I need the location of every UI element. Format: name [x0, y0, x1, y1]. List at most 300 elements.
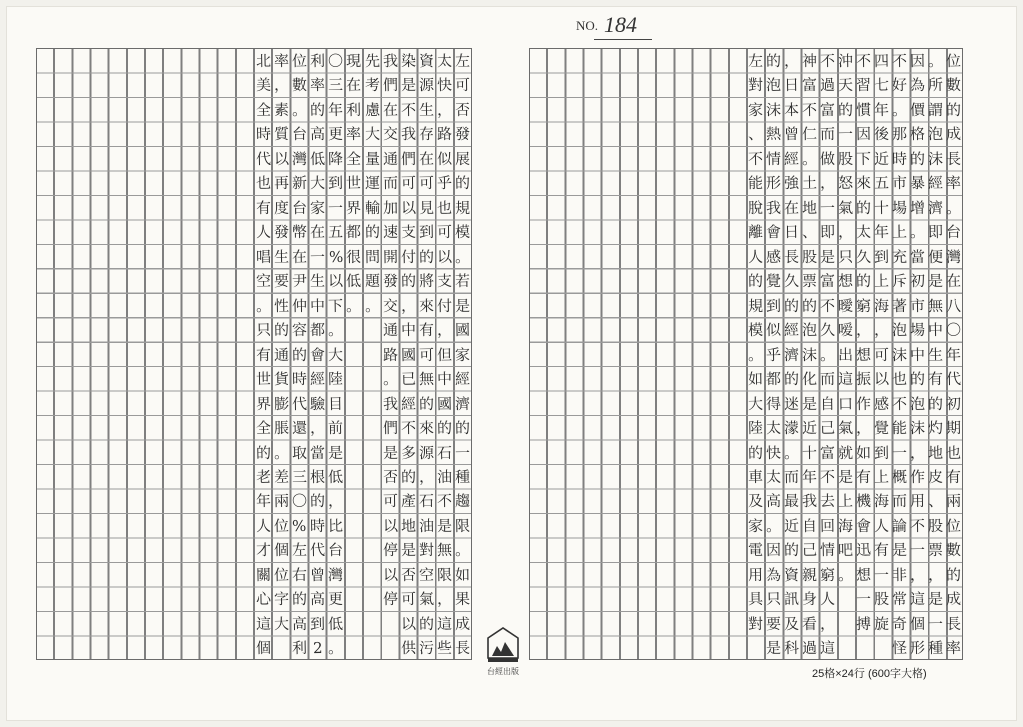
- manuscript-char: 有: [873, 541, 890, 560]
- manuscript-char: 的: [946, 565, 962, 584]
- manuscript-char: 我: [400, 125, 417, 144]
- right-columns: [529, 48, 963, 660]
- manuscript-char: 時: [892, 149, 908, 169]
- left-empty-column: [218, 48, 236, 661]
- manuscript-char: 台: [946, 223, 962, 242]
- left-columns: [36, 48, 472, 660]
- manuscript-char: 我: [382, 394, 398, 413]
- manuscript-char: ，: [309, 418, 326, 438]
- manuscript-char: 源: [418, 76, 435, 95]
- manuscript-char: 上: [837, 492, 854, 511]
- right-empty-column: [583, 48, 601, 661]
- manuscript-char: 要: [273, 272, 290, 291]
- manuscript-char: 。: [747, 345, 763, 364]
- manuscript-char: 曾: [783, 125, 799, 144]
- manuscript-char: 有: [255, 198, 271, 217]
- manuscript-char: 習: [855, 76, 872, 95]
- left-empty-column: [182, 48, 200, 661]
- manuscript-char: 灣: [946, 247, 962, 266]
- manuscript-char: 股: [873, 590, 890, 609]
- manuscript-char: 果: [455, 590, 471, 609]
- manuscript-char: 泡: [801, 321, 817, 340]
- manuscript-char: 本: [783, 100, 799, 120]
- manuscript-char: 低: [328, 467, 344, 487]
- manuscript-char: 高: [309, 590, 326, 609]
- manuscript-char: 也: [946, 443, 962, 462]
- manuscript-char: 仁: [801, 125, 817, 144]
- manuscript-char: 都: [765, 369, 781, 389]
- manuscript-char: 有: [946, 467, 962, 487]
- manuscript-char: 為: [765, 565, 781, 584]
- sheet-number-value: 184: [604, 12, 637, 37]
- right-column: [746, 48, 764, 661]
- manuscript-char: 旋: [873, 614, 890, 633]
- manuscript-char: 也: [437, 198, 453, 217]
- manuscript-char: 交: [382, 296, 398, 315]
- manuscript-char: 否: [455, 100, 471, 120]
- manuscript-char: 路: [382, 345, 398, 364]
- manuscript-char: 己: [801, 541, 817, 560]
- manuscript-char: 見: [418, 198, 435, 217]
- left-column: [454, 48, 472, 661]
- manuscript-char: 開: [382, 247, 398, 266]
- manuscript-char: 情: [765, 149, 781, 169]
- manuscript-char: 。: [273, 443, 290, 462]
- manuscript-char: 及: [747, 492, 763, 511]
- manuscript-char: 強: [783, 174, 799, 193]
- manuscript-char: 不: [437, 492, 453, 511]
- manuscript-char: 想: [855, 345, 872, 364]
- manuscript-char: 的: [291, 345, 308, 364]
- manuscript-char: 能: [892, 418, 908, 438]
- manuscript-char: 發: [455, 125, 471, 144]
- manuscript-char: 個: [255, 639, 271, 658]
- manuscript-char: 產: [400, 492, 417, 511]
- manuscript-char: 可: [873, 345, 890, 364]
- manuscript-char: 是: [400, 541, 417, 560]
- right-column: [945, 48, 963, 661]
- manuscript-char: 的: [910, 369, 926, 389]
- left-manuscript-page: [36, 48, 472, 660]
- manuscript-char: 率: [309, 76, 326, 95]
- manuscript-char: 親: [801, 565, 817, 584]
- right-column: [800, 48, 818, 661]
- left-column: [363, 48, 381, 661]
- manuscript-char: 經: [400, 394, 417, 413]
- manuscript-char: 有: [418, 321, 435, 340]
- manuscript-char: 場: [910, 321, 926, 340]
- manuscript-char: 度: [273, 198, 290, 217]
- manuscript-char: 過: [801, 639, 817, 658]
- manuscript-char: 是: [928, 272, 944, 291]
- manuscript-char: 也: [892, 369, 908, 389]
- manuscript-char: 熱: [765, 125, 781, 144]
- manuscript-char: 個: [910, 614, 926, 633]
- manuscript-char: 太: [765, 418, 781, 438]
- manuscript-char: 灼: [928, 418, 944, 438]
- manuscript-char: 下: [855, 149, 872, 169]
- manuscript-char: 便: [928, 247, 944, 266]
- manuscript-char: 率: [273, 51, 290, 71]
- manuscript-char: 泡: [892, 321, 908, 340]
- manuscript-char: 個: [273, 541, 290, 560]
- manuscript-char: 快: [437, 76, 453, 95]
- manuscript-char: 是: [400, 76, 417, 95]
- manuscript-char: 位: [946, 51, 962, 71]
- manuscript-char: 左: [747, 51, 763, 71]
- manuscript-char: 更: [328, 125, 344, 144]
- manuscript-char: 付: [400, 247, 417, 266]
- manuscript-char: 不: [892, 51, 908, 71]
- manuscript-char: 素: [273, 100, 290, 120]
- manuscript-char: 如: [455, 565, 471, 584]
- manuscript-char: 所: [928, 76, 944, 95]
- manuscript-char: 率: [946, 639, 962, 658]
- manuscript-char: 展: [455, 149, 471, 169]
- manuscript-char: 是: [837, 467, 854, 487]
- right-manuscript-page: [529, 48, 963, 660]
- manuscript-char: 石: [437, 443, 453, 462]
- manuscript-char: %: [292, 516, 307, 536]
- manuscript-char: 票: [928, 541, 944, 560]
- manuscript-char: 空: [255, 272, 271, 291]
- manuscript-char: 率: [946, 174, 962, 193]
- manuscript-char: 海: [837, 516, 854, 536]
- manuscript-char: 迅: [855, 541, 872, 560]
- manuscript-char: 就: [837, 443, 854, 462]
- manuscript-char: 。: [892, 100, 908, 120]
- manuscript-char: 還: [291, 418, 308, 438]
- manuscript-char: 先: [364, 51, 380, 71]
- manuscript-char: 全: [255, 418, 271, 438]
- manuscript-char: 可: [437, 223, 453, 242]
- manuscript-char: 問: [364, 247, 380, 266]
- manuscript-char: 供: [400, 639, 417, 658]
- manuscript-char: 可: [455, 76, 471, 95]
- manuscript-char: 一: [855, 590, 872, 609]
- manuscript-char: 是: [928, 590, 944, 609]
- manuscript-char: 皮: [928, 467, 944, 487]
- manuscript-sheet: [6, 6, 1017, 721]
- manuscript-char: 市: [892, 174, 908, 193]
- manuscript-char: ，: [910, 565, 926, 584]
- manuscript-char: 容: [291, 321, 308, 340]
- manuscript-char: 非: [892, 565, 908, 584]
- manuscript-char: 斥: [892, 272, 908, 291]
- manuscript-char: 發: [273, 223, 290, 242]
- manuscript-char: 近: [801, 418, 817, 438]
- manuscript-char: 怒: [837, 174, 854, 193]
- left-empty-column: [236, 48, 254, 661]
- manuscript-char: ，: [437, 590, 453, 609]
- manuscript-char: 回: [819, 516, 836, 536]
- manuscript-char: 自: [819, 394, 836, 413]
- manuscript-char: 的: [855, 272, 872, 291]
- manuscript-char: 〇: [328, 51, 344, 71]
- manuscript-char: 近: [783, 516, 799, 536]
- manuscript-char: 好: [892, 76, 908, 95]
- manuscript-char: 脫: [747, 198, 763, 217]
- manuscript-char: 左: [455, 51, 471, 71]
- publisher-logo-icon: [485, 624, 521, 664]
- manuscript-char: 沫: [765, 100, 781, 120]
- manuscript-char: 會: [765, 223, 781, 242]
- manuscript-char: 股: [801, 247, 817, 266]
- manuscript-char: 覺: [765, 272, 781, 291]
- manuscript-char: 左: [291, 541, 308, 560]
- manuscript-char: 的: [400, 272, 417, 291]
- manuscript-char: 窮: [855, 296, 872, 315]
- manuscript-char: 這: [837, 369, 854, 389]
- right-column: [927, 48, 945, 661]
- right-empty-column: [638, 48, 656, 661]
- manuscript-char: 。: [910, 223, 926, 242]
- manuscript-char: 化: [801, 369, 817, 389]
- manuscript-char: 自: [801, 516, 817, 536]
- manuscript-char: 年: [873, 223, 890, 242]
- manuscript-char: 濟: [783, 345, 799, 364]
- manuscript-char: 長: [946, 614, 962, 633]
- manuscript-char: 通: [382, 321, 398, 340]
- manuscript-char: 乎: [437, 174, 453, 193]
- manuscript-char: ，: [328, 492, 344, 511]
- manuscript-char: ，: [819, 614, 836, 633]
- manuscript-char: 充: [892, 247, 908, 266]
- manuscript-char: 吧: [837, 541, 854, 560]
- manuscript-char: 泡: [928, 125, 944, 144]
- manuscript-char: 我: [801, 492, 817, 511]
- manuscript-char: 沫: [910, 418, 926, 438]
- manuscript-char: 位: [946, 516, 962, 536]
- manuscript-char: 車: [747, 467, 763, 487]
- manuscript-char: 。: [819, 345, 836, 364]
- manuscript-char: 上: [892, 223, 908, 242]
- manuscript-char: 全: [346, 149, 362, 169]
- manuscript-char: 題: [364, 272, 380, 291]
- manuscript-char: 都: [346, 223, 362, 242]
- manuscript-char: 到: [873, 443, 890, 462]
- manuscript-char: 人: [873, 516, 890, 536]
- manuscript-char: 的: [455, 418, 471, 438]
- manuscript-char: 有: [928, 369, 944, 389]
- manuscript-char: ，: [783, 51, 799, 71]
- manuscript-char: 、: [928, 492, 944, 511]
- manuscript-char: 海: [873, 492, 890, 511]
- manuscript-char: 經: [309, 369, 326, 389]
- manuscript-char: 中: [910, 345, 926, 364]
- manuscript-char: 成: [946, 590, 962, 609]
- manuscript-char: 不: [892, 394, 908, 413]
- manuscript-char: 概: [892, 467, 908, 487]
- manuscript-char: 不: [819, 51, 836, 71]
- right-column: [836, 48, 854, 661]
- left-empty-column: [91, 48, 109, 661]
- manuscript-char: 嗳: [837, 321, 854, 340]
- manuscript-char: 2: [312, 639, 323, 658]
- manuscript-char: 的: [291, 590, 308, 609]
- manuscript-char: 口: [837, 394, 854, 413]
- right-empty-column: [674, 48, 692, 661]
- manuscript-char: 土: [801, 174, 817, 193]
- manuscript-char: 經: [783, 321, 799, 340]
- manuscript-char: 這: [910, 590, 926, 609]
- manuscript-char: 是: [765, 639, 781, 658]
- manuscript-char: 兩: [273, 492, 290, 511]
- manuscript-char: 家: [309, 198, 326, 217]
- manuscript-char: 到: [873, 247, 890, 266]
- manuscript-char: 種: [928, 639, 944, 658]
- manuscript-char: 的: [747, 443, 763, 462]
- manuscript-char: 通: [382, 149, 398, 169]
- manuscript-char: 在: [783, 198, 799, 217]
- manuscript-char: 即: [928, 223, 944, 242]
- manuscript-char: 的: [783, 296, 799, 315]
- left-column: [418, 48, 436, 661]
- manuscript-char: 的: [801, 296, 817, 315]
- manuscript-char: 。: [455, 247, 471, 266]
- manuscript-char: 增: [910, 198, 926, 217]
- manuscript-char: %: [328, 247, 344, 266]
- manuscript-char: 可: [418, 174, 435, 193]
- right-empty-column: [728, 48, 746, 661]
- manuscript-char: 到: [765, 296, 781, 315]
- manuscript-char: 模: [455, 223, 471, 242]
- manuscript-char: 的: [437, 418, 453, 438]
- manuscript-char: 富: [819, 100, 836, 120]
- manuscript-char: ，: [855, 321, 872, 340]
- manuscript-char: 規: [455, 198, 471, 217]
- manuscript-char: 是: [328, 443, 344, 462]
- manuscript-char: 量: [364, 149, 380, 169]
- manuscript-char: 油: [418, 516, 435, 536]
- manuscript-char: 輸: [364, 198, 380, 217]
- manuscript-char: 只: [765, 590, 781, 609]
- right-empty-column: [601, 48, 619, 661]
- manuscript-char: 這: [437, 614, 453, 633]
- manuscript-char: 一: [928, 614, 944, 633]
- manuscript-char: 要: [765, 614, 781, 633]
- manuscript-char: 。: [765, 516, 781, 536]
- manuscript-char: 限: [455, 516, 471, 536]
- manuscript-char: 北: [255, 51, 271, 71]
- manuscript-char: 以: [873, 369, 890, 389]
- manuscript-char: 兩: [946, 492, 962, 511]
- manuscript-char: 格: [910, 125, 926, 144]
- manuscript-char: 新: [291, 174, 308, 193]
- manuscript-char: 久: [819, 321, 836, 340]
- manuscript-char: 降: [328, 149, 344, 169]
- manuscript-char: 大: [747, 394, 763, 413]
- manuscript-char: 關: [255, 565, 271, 584]
- manuscript-char: 生: [928, 345, 944, 364]
- manuscript-char: 的: [255, 443, 271, 462]
- manuscript-char: 著: [892, 296, 908, 315]
- manuscript-char: 一: [892, 443, 908, 462]
- manuscript-char: 唱: [255, 247, 271, 266]
- manuscript-char: 現: [346, 51, 362, 71]
- manuscript-char: 到: [328, 174, 344, 193]
- manuscript-char: 做: [819, 149, 836, 169]
- manuscript-char: 尹: [291, 272, 308, 291]
- left-empty-column: [36, 48, 54, 661]
- manuscript-char: 暴: [910, 174, 926, 193]
- manuscript-char: 五: [873, 174, 890, 193]
- manuscript-char: 曖: [837, 296, 854, 315]
- manuscript-char: 會: [309, 345, 326, 364]
- manuscript-char: 位: [291, 51, 308, 71]
- manuscript-char: 沫: [928, 149, 944, 169]
- manuscript-char: 是: [819, 247, 836, 266]
- manuscript-char: 。: [837, 565, 854, 584]
- left-column: [436, 48, 454, 661]
- manuscript-char: 人: [747, 247, 763, 266]
- manuscript-char: 一: [309, 247, 326, 266]
- manuscript-char: 出: [837, 345, 854, 364]
- manuscript-char: 想: [837, 272, 854, 291]
- manuscript-char: 年: [328, 100, 344, 120]
- manuscript-char: 富: [801, 76, 817, 95]
- right-column: [855, 48, 873, 661]
- manuscript-char: 氣: [418, 590, 435, 609]
- manuscript-char: 高: [309, 125, 326, 144]
- manuscript-char: 再: [273, 174, 290, 193]
- manuscript-char: 國: [400, 345, 417, 364]
- manuscript-char: 離: [747, 223, 763, 242]
- manuscript-char: 的: [400, 467, 417, 487]
- manuscript-char: 的: [309, 100, 326, 120]
- manuscript-char: 人: [819, 590, 836, 609]
- manuscript-char: 經: [928, 174, 944, 193]
- manuscript-char: 怪: [892, 639, 908, 658]
- manuscript-char: 有: [855, 467, 872, 487]
- manuscript-char: 人: [255, 516, 271, 536]
- manuscript-char: 否: [400, 565, 417, 584]
- right-empty-column: [547, 48, 565, 661]
- manuscript-char: 身: [801, 590, 817, 609]
- manuscript-char: 因: [855, 125, 872, 144]
- manuscript-char: 差: [273, 467, 290, 487]
- manuscript-char: 不: [400, 418, 417, 438]
- left-column: [254, 48, 272, 661]
- manuscript-char: 支: [437, 272, 453, 291]
- manuscript-char: 膨: [273, 394, 290, 413]
- manuscript-char: 利: [309, 51, 326, 71]
- manuscript-char: 低: [309, 149, 326, 169]
- manuscript-char: 規: [747, 296, 763, 315]
- manuscript-char: 代: [946, 369, 962, 389]
- manuscript-char: 老: [255, 467, 271, 487]
- manuscript-char: 石: [418, 492, 435, 511]
- manuscript-char: 台: [291, 125, 308, 144]
- manuscript-char: 人: [255, 223, 271, 242]
- manuscript-char: ，: [400, 296, 417, 315]
- right-column: [873, 48, 891, 661]
- manuscript-char: 。: [346, 296, 362, 315]
- manuscript-char: 否: [382, 467, 398, 487]
- sheet-number-label: NO.: [576, 18, 599, 33]
- manuscript-char: 位: [273, 565, 290, 584]
- manuscript-char: ，: [910, 443, 926, 462]
- manuscript-char: 而: [892, 492, 908, 511]
- manuscript-char: 情: [819, 541, 836, 560]
- manuscript-char: 們: [400, 149, 417, 169]
- manuscript-char: 低: [346, 272, 362, 291]
- manuscript-char: 時: [309, 516, 326, 536]
- manuscript-char: 市: [910, 296, 926, 315]
- manuscript-char: 。: [364, 296, 380, 315]
- manuscript-char: 具: [747, 590, 763, 609]
- manuscript-char: 的: [837, 100, 854, 120]
